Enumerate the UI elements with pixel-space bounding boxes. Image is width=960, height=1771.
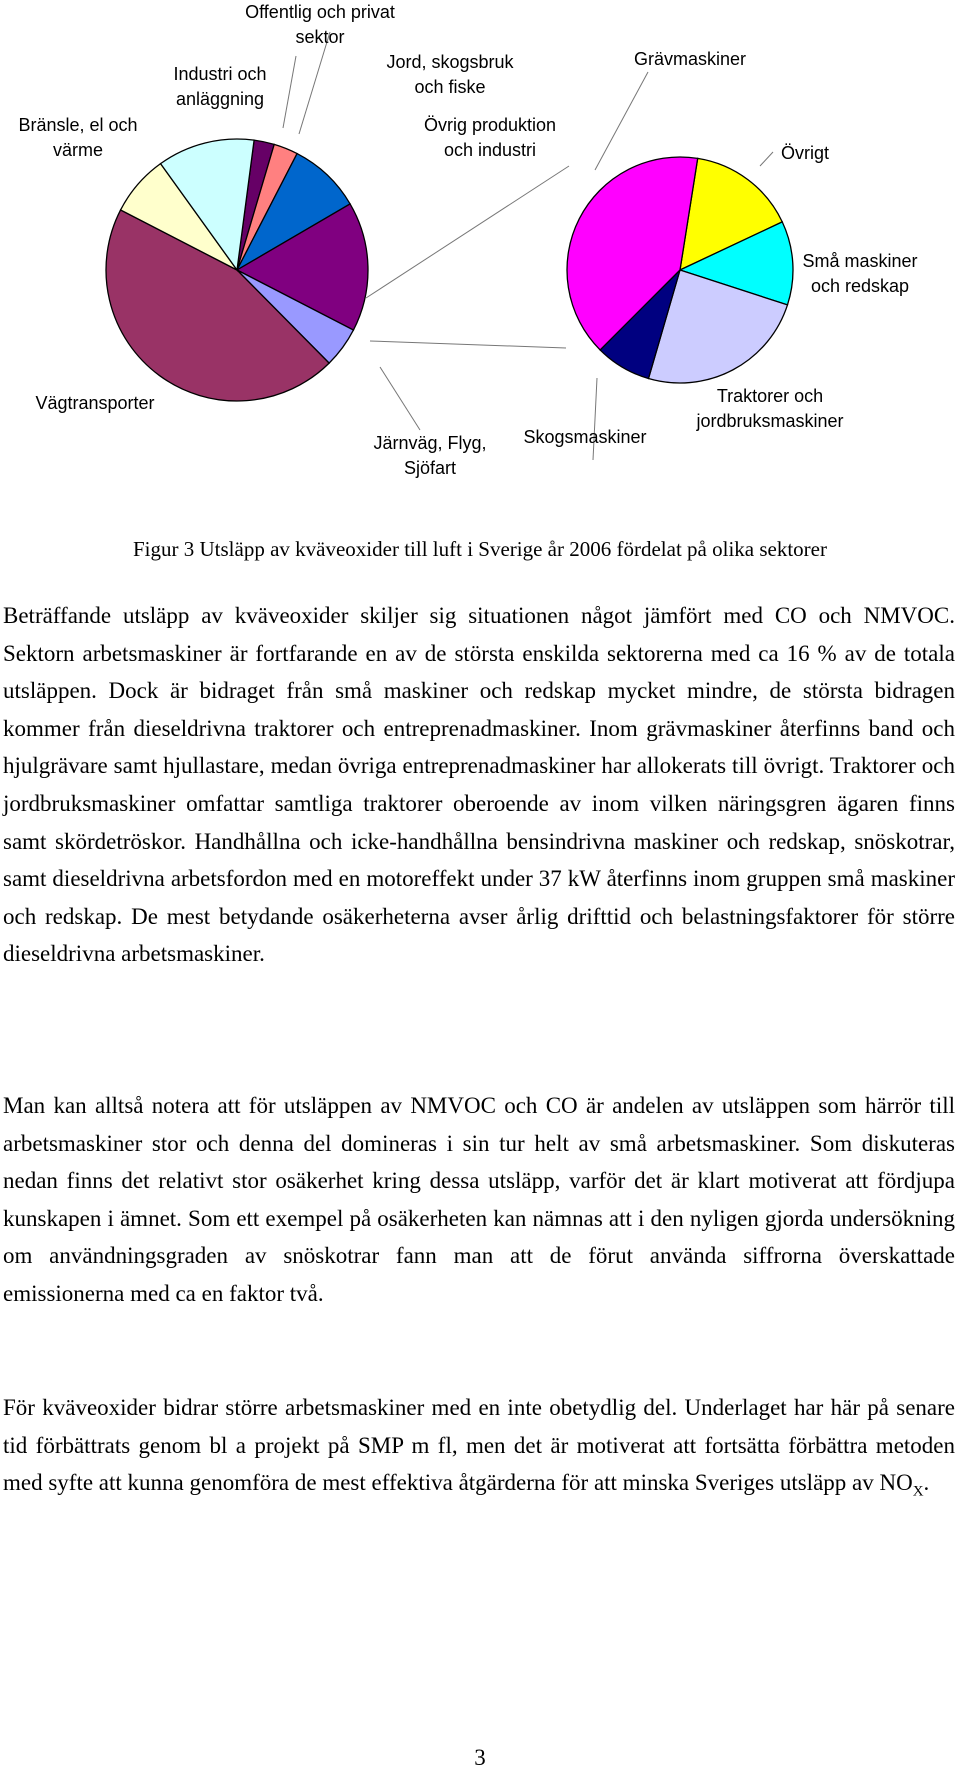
figure-caption: Figur 3 Utsläpp av kväveoxider till luft i Sverige år 2006 fördelat på olika sektorer [133,537,827,561]
label-ovrigt: Övrigt [780,143,829,163]
leader-line-7 [366,166,569,298]
paragraph-3-subscript: X [912,1483,924,1500]
page-number: 3 [474,1745,486,1770]
label-vagtransporter: Vägtransporter [35,393,155,413]
paragraph-2: Man kan alltså notera att för utsläppen av NMVOC och CO är andelen av utsläppen som härrör till arbetsmaskiner stor och denna del domineras i sin tur helt av små arbetsmaskiner. Som diskuteras nedan finns det relativt stor osäkerhet kring dessa utsläpp, varför det är klart motiverat att fördjupa kunskapen i ämnet. Som ett exempel på osäkerheten kan nämnas att i den nyligen gjorda undersökning om användningsgraden av snöskotrar fann man att de förut använda siffrorna överskattade emissionerna med ca en faktor två. [3,1093,955,1306]
paragraph-3-end: . [923,1470,930,1496]
leader-line-6 [370,341,566,348]
label-skogsmaskiner: Skogsmaskiner [523,427,647,447]
leader-line-4 [595,72,648,170]
machinery-pie-chart [567,157,793,383]
paragraph-3 [3,1389,955,1511]
leader-line-2 [380,367,420,430]
paragraph-1: Beträffande utsläpp av kväveoxider skiljer sig situationen något jämfört med CO och NMVOC. Sektorn arbetsmaskiner är fortfarande en av de största enskilda sektorerna med ca 16 % av de totala utsläppen. Dock är bidraget från små maskiner och redskap mycket mindre, de största bidragen kommer från dieseldrivna traktorer och entreprenadmaskiner. Inom grävmaskiner återfinns band och hjulgrävare samt hjullastare, medan övriga entreprenadmaskiner har allokerats till övrigt. Traktorer och jordbruksmaskiner omfattar samtliga traktorer oberoende av inom vilken näringsgren ägaren finns samt skördetröskor. Handhållna och icke-handhållna bensindrivna maskiner och redskap, snöskotrar, samt dieseldrivna arbetsfordon med en motoreffekt under 37 kW återfinns inom gruppen små maskiner och redskap. De mest betydande osäkerheterna avser årlig drifttid och belastningsfaktorer för större dieseldrivna arbetsmaskiner. [3,603,955,967]
label-ovrig-produktion: Övrig produktion och industri [423,115,557,160]
label-gravmaskiner: Grävmaskiner [633,49,747,69]
label-jord: Jord, skogsbruk och fiske [386,52,514,97]
label-jarnvag: Järnväg, Flyg, Sjöfart [373,433,487,478]
paragraph-3-text: För kväveoxider bidrar större arbetsmaskiner med en inte obetydlig del. Underlaget har här på senare tid förbättrats genom bl a projekt på SMP m fl, men det är motiverat att fortsätta förbättra metoden med syfte att kunna genomföra de mest effektiva åtgärderna för att minska Sveriges utsläpp av NO [3,1395,955,1496]
label-bransle: Bränsle, el och värme [18,115,138,160]
sector-pie-chart [106,139,368,401]
label-sma-maskiner: Små maskiner och redskap [802,251,918,296]
label-industri: Industri och anläggning [173,64,267,109]
label-offentlig: Offentlig och privat sektor [245,2,395,47]
label-traktorer: Traktorer och jordbruksmaskiner [696,386,844,431]
